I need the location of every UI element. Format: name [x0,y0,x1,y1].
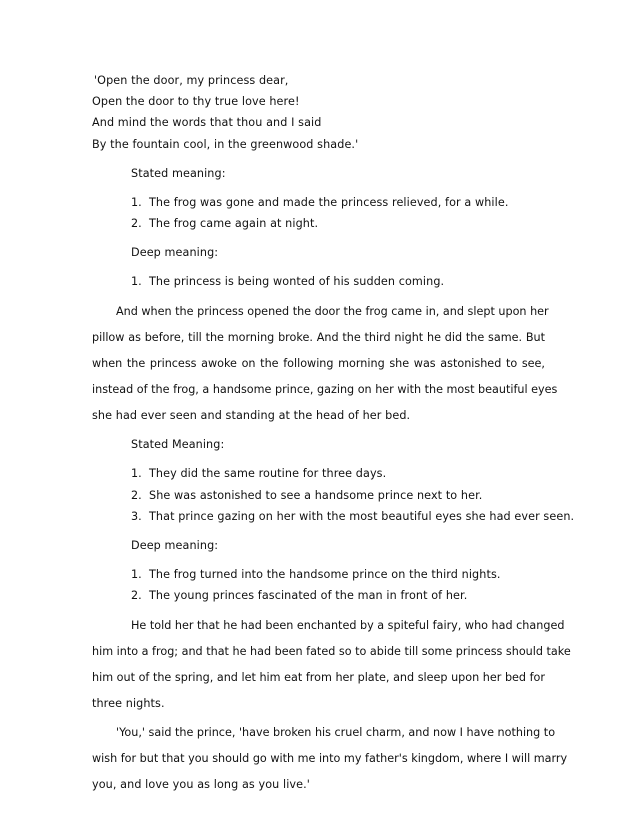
paragraph-line: him out of the spring, and let him eat from her plate, and sleep upon her bed for [92,671,545,684]
paragraph-line: 'You,' said the prince, 'have broken his cruel charm, and now I have nothing to [116,726,556,739]
paragraph-line: when the princess awoke on the following morning she was astonished to see, [92,357,545,370]
list-item-text: The young princes fascinated of the man in front of her. [149,589,468,602]
list-item-number: 2. [131,589,142,602]
paragraph-line: wish for but that you should go with me into my father's kingdom, where I will marry [92,752,568,765]
paragraph-line: him into a frog; and that he had been fated so to abide till some princess should take [92,645,571,658]
list-item-text: She was astonished to see a handsome prince next to her. [149,489,483,502]
list-item-text: The princess is being wonted of his sudden coming. [149,275,445,288]
list-item-number: 2. [131,489,142,502]
list-item-text: They did the same routine for three days. [149,467,387,480]
paragraph-line: instead of the frog, a handsome prince, gazing on her with the most beautiful eyes [92,383,558,396]
paragraph-line: she had ever seen and standing at the head of her bed. [92,409,411,422]
list-item-text: The frog was gone and made the princess relieved, for a while. [149,196,509,209]
stated-meaning-heading: Stated Meaning: [131,438,225,451]
deep-meaning-heading: Deep meaning: [131,539,219,552]
list-item-number: 2. [131,217,142,230]
poem-line-1: 'Open the door, my princess dear, [94,74,289,87]
list-item-number: 3. [131,510,142,523]
list-item-number: 1. [131,275,142,288]
paragraph-line: three nights. [92,697,165,710]
list-item-number: 1. [131,467,142,480]
paragraph-line: And when the princess opened the door the frog came in, and slept upon her [116,305,549,318]
list-item-text: The frog turned into the handsome prince on the third nights. [149,568,501,581]
paragraph-line: you, and love you as long as you live.' [92,778,310,791]
poem-line-3: And mind the words that thou and I said [92,116,322,129]
poem-line-2: Open the door to thy true love here! [92,95,300,108]
list-item-text: The frog came again at night. [149,217,319,230]
list-item-number: 1. [131,196,142,209]
paragraph-line: pillow as before, till the morning broke. And the third night he did the same. But [92,331,545,344]
stated-meaning-heading: Stated meaning: [131,167,226,180]
list-item-number: 1. [131,568,142,581]
deep-meaning-heading: Deep meaning: [131,246,219,259]
poem-line-4: By the fountain cool, in the greenwood shade.' [92,138,359,151]
paragraph-line: He told her that he had been enchanted by a spiteful fairy, who had changed [131,619,565,632]
list-item-text: That prince gazing on her with the most beautiful eyes she had ever seen. [149,510,575,523]
